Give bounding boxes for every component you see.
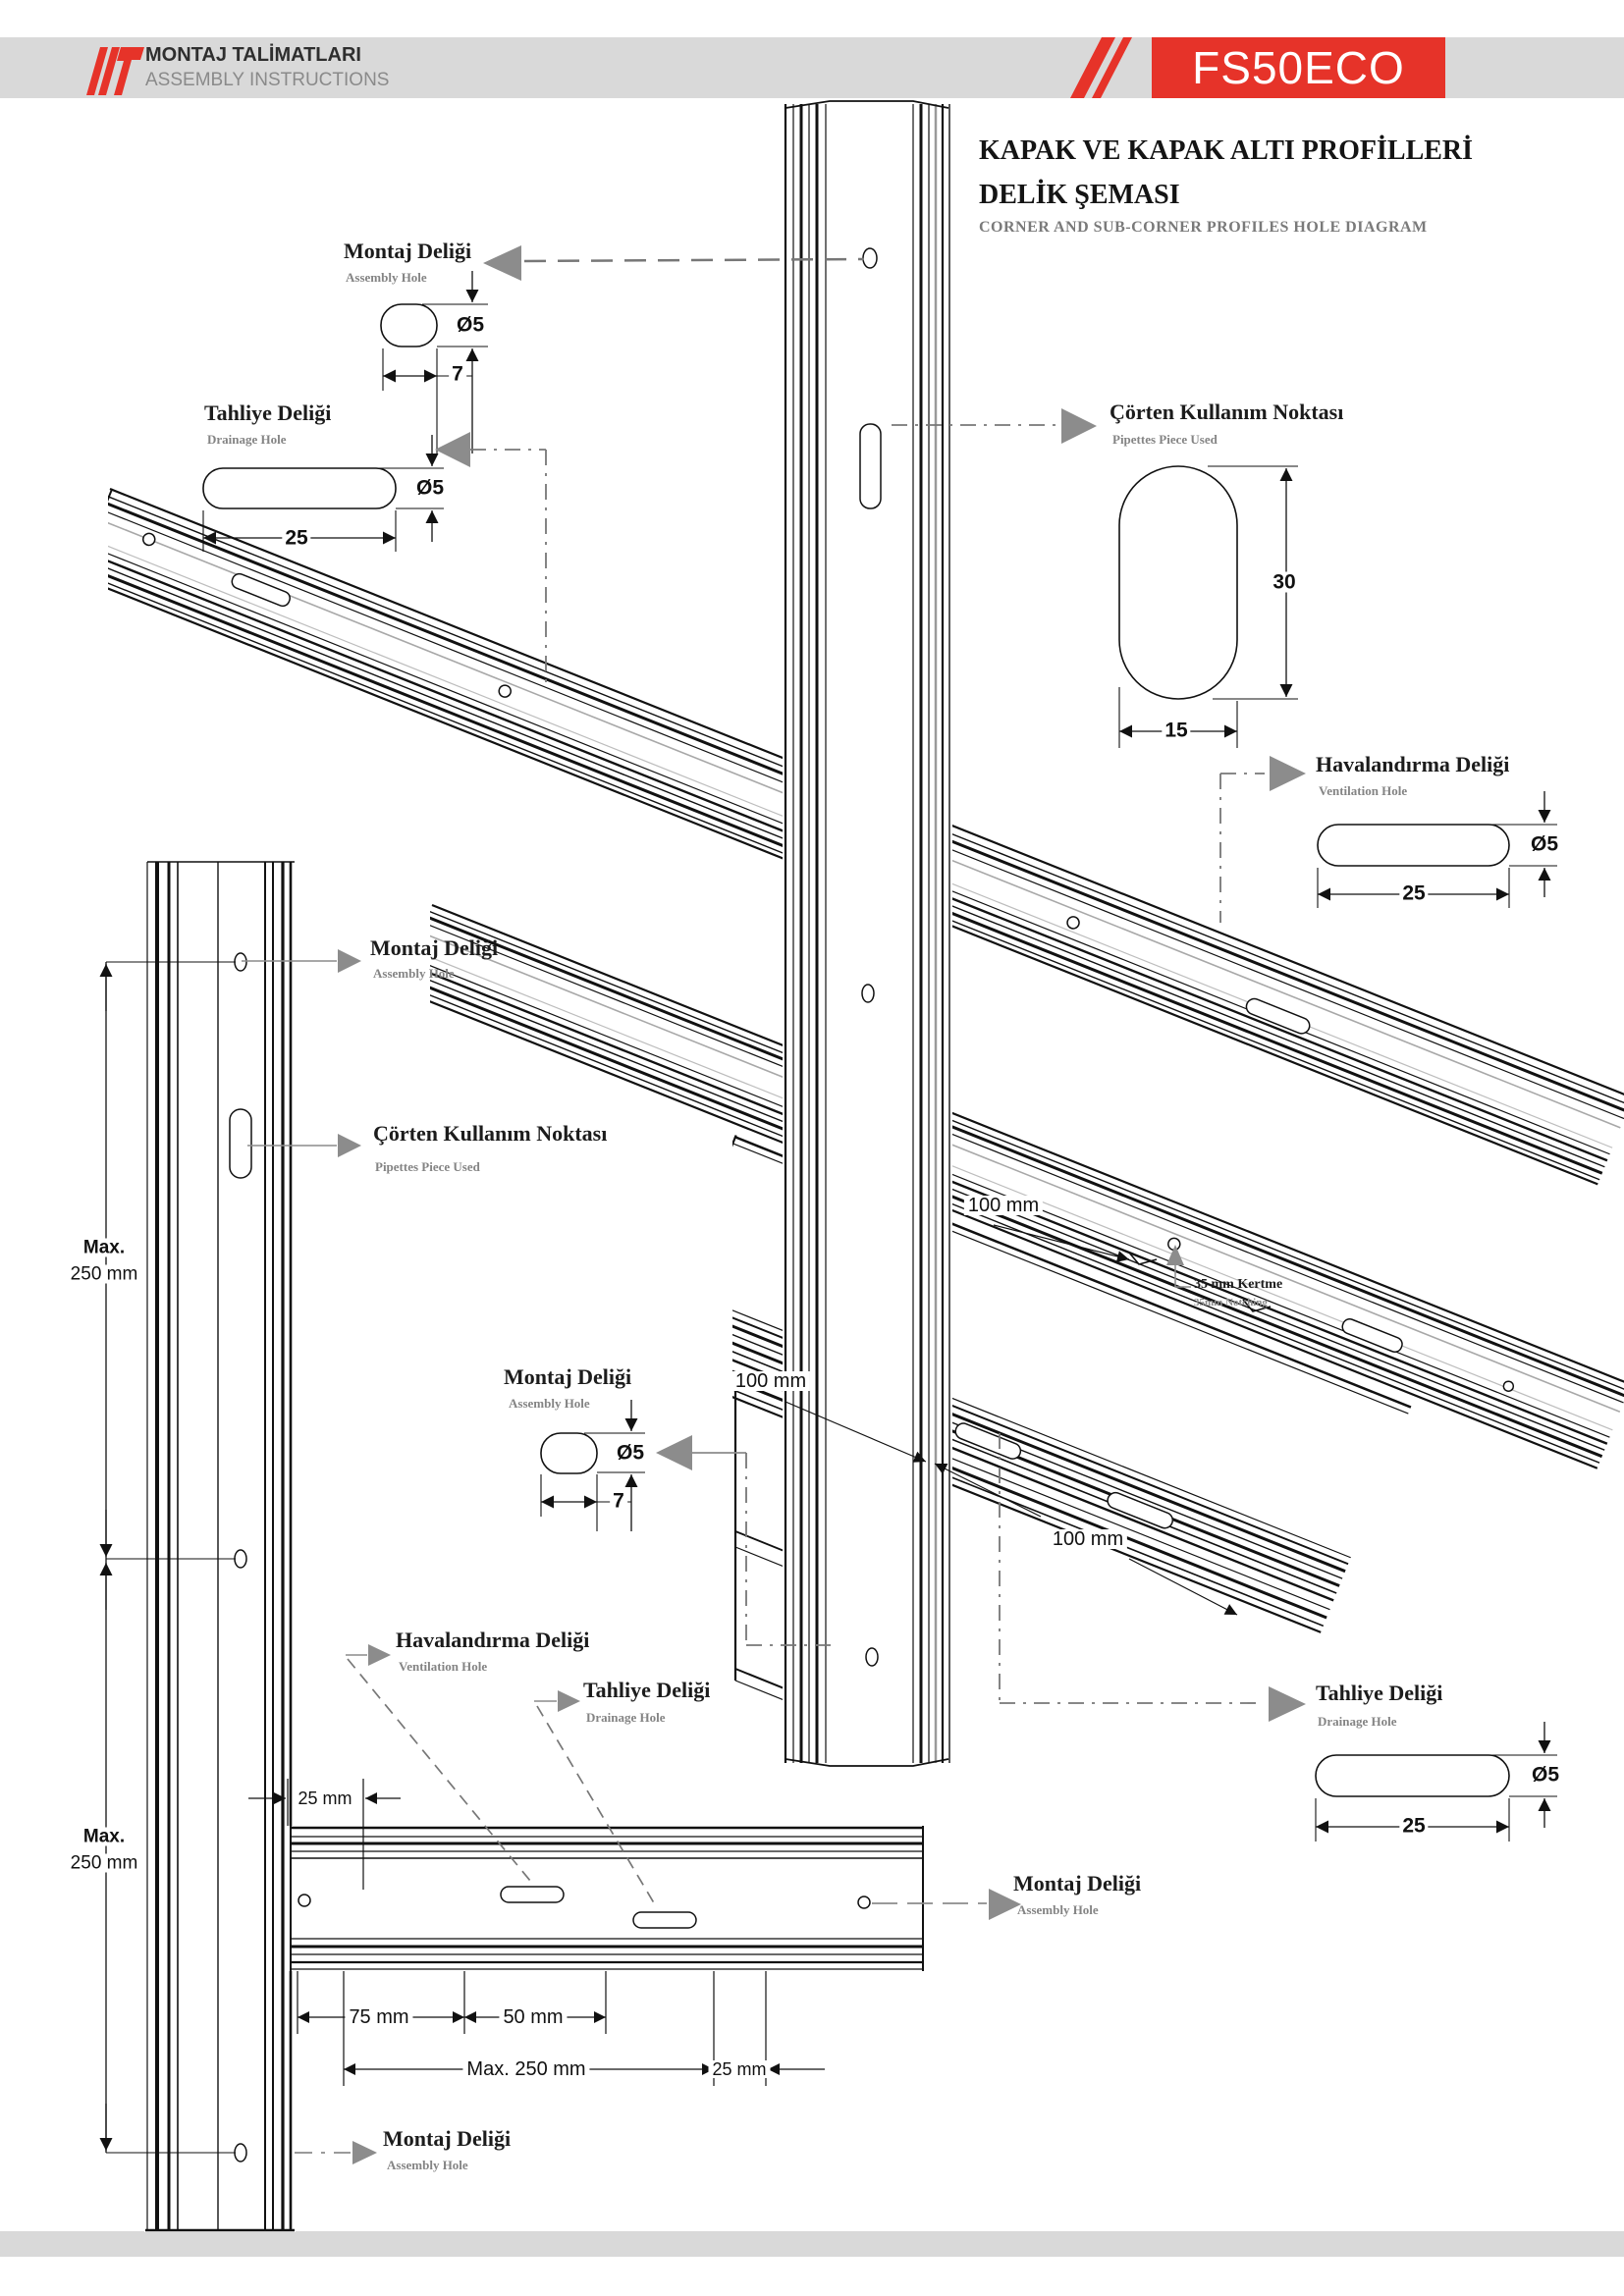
callout-arrow-icon <box>1270 756 1306 791</box>
dim-max-pitch-2-line1: Max. <box>82 1826 126 1847</box>
callout-corten-left-tr: Çörten Kullanım Noktası <box>373 1121 608 1146</box>
product-accent-stripes <box>1070 37 1132 98</box>
callout-corten-left-en: Pipettes Piece Used <box>375 1159 480 1174</box>
callout-havalandirma-bottom-en: Ventilation Hole <box>399 1659 488 1674</box>
callout-tahliye-bottom-left-tr: Tahliye Deliği <box>583 1678 711 1702</box>
callout-corten-right-en: Pipettes Piece Used <box>1112 432 1218 447</box>
callout-montaj-bottom-left-tr: Montaj Deliği <box>383 2126 512 2151</box>
callout-tahliye-top-left-tr: Tahliye Deliği <box>204 400 332 425</box>
callout-arrow-icon <box>558 1690 580 1712</box>
callout-arrow-icon <box>483 245 521 281</box>
dim-montaj-top-diameter: Ø5 <box>454 315 487 336</box>
dim-hava-length: 25 <box>1399 883 1428 904</box>
callout-arrow-icon <box>352 2141 377 2164</box>
dim-75mm: 75 mm <box>345 2007 412 2027</box>
callout-havalandirma-bottom-tr: Havalandırma Deliği <box>396 1628 590 1652</box>
callout-havalandirma-right-en: Ventilation Hole <box>1319 783 1408 798</box>
callout-tahliye-bottom-right-en: Drainage Hole <box>1318 1714 1397 1729</box>
dim-tahliye-br-length: 25 <box>1399 1816 1428 1837</box>
product-code-label: FS50ECO <box>1192 42 1405 93</box>
callout-montaj-top-en: Assembly Hole <box>346 270 427 285</box>
detail-havalandirma-right <box>1318 791 1557 908</box>
callout-kertme-en: 35mm Notching <box>1194 1297 1268 1308</box>
dim-corten-height: 30 <box>1270 572 1298 593</box>
callout-montaj-bottom-right-en: Assembly Hole <box>1017 1902 1099 1917</box>
callout-montaj-center-tr: Montaj Deliği <box>504 1364 632 1389</box>
detail-montaj-center <box>541 1400 645 1531</box>
callout-tahliye-top-left-en: Drainage Hole <box>207 432 287 447</box>
callout-corten-right-tr: Çörten Kullanım Noktası <box>1110 400 1344 424</box>
detail-tahliye-top-left <box>203 432 444 552</box>
callout-arrow-icon <box>368 1644 391 1666</box>
dim-montaj-center-width: 7 <box>610 1491 627 1512</box>
callout-montaj-top-tr: Montaj Deliği <box>344 239 472 263</box>
dim-tahliye-br-diameter: Ø5 <box>1529 1765 1562 1786</box>
callout-tahliye-bottom-right-tr: Tahliye Deliği <box>1316 1681 1443 1705</box>
dim-montaj-top-width: 7 <box>449 364 466 385</box>
callout-arrow-icon <box>1061 408 1097 444</box>
dim-100mm-bottom: 100 mm <box>1049 1529 1127 1549</box>
dim-hava-diameter: Ø5 <box>1528 834 1561 855</box>
detail-montaj-top <box>381 271 488 454</box>
dim-corten-width: 15 <box>1162 721 1190 741</box>
dim-max-pitch-1-line2: 250 mm <box>70 1263 138 1285</box>
page-title-line1: KAPAK VE KAPAK ALTI PROFİLLERİ <box>979 135 1474 166</box>
dim-100mm-top: 100 mm <box>964 1196 1043 1215</box>
callout-arrow-icon <box>1269 1686 1306 1722</box>
callout-havalandirma-right-tr: Havalandırma Deliği <box>1316 752 1510 776</box>
callout-tahliye-bottom-left-en: Drainage Hole <box>586 1710 666 1725</box>
callout-arrow-icon <box>338 949 361 973</box>
dim-50mm: 50 mm <box>499 2007 567 2027</box>
profile-horizontal-bottom <box>289 1826 925 1971</box>
detail-corten-right <box>1119 466 1298 748</box>
callout-montaj-left-en: Assembly Hole <box>373 966 455 981</box>
callout-montaj-bottom-right-tr: Montaj Deliği <box>1013 1871 1142 1896</box>
detail-tahliye-bottom-right <box>1316 1722 1557 1842</box>
dim-max-250mm: Max. 250 mm <box>462 2059 589 2079</box>
dim-tahliye-tl-length: 25 <box>282 528 310 549</box>
dim-montaj-center-diameter: Ø5 <box>614 1443 647 1464</box>
callout-montaj-bottom-left-en: Assembly Hole <box>387 2158 468 2172</box>
callout-arrow-icon <box>656 1435 692 1470</box>
dim-tahliye-tl-diameter: Ø5 <box>413 478 447 499</box>
dim-max-pitch-2-line2: 250 mm <box>70 1852 138 1874</box>
callout-montaj-left-tr: Montaj Deliği <box>370 935 499 960</box>
dim-edge-25mm-right: 25 mm <box>708 2060 770 2078</box>
callout-arrow-icon <box>338 1134 361 1157</box>
callout-arrow-icon <box>435 432 470 467</box>
brand-logo-icon <box>86 47 144 95</box>
profile-vertical-center <box>783 98 952 1767</box>
page-title-english: CORNER AND SUB-CORNER PROFILES HOLE DIAGRAM <box>979 219 1428 236</box>
dim-edge-25mm: 25 mm <box>294 1789 355 1807</box>
dim-max-pitch-1-line1: Max. <box>82 1237 126 1258</box>
brand-title: MONTAJ TALİMATLARI <box>145 44 361 66</box>
profile-vertical-left <box>144 860 296 2232</box>
page-title-line2: DELİK ŞEMASI <box>979 180 1180 210</box>
dim-100mm-mid: 100 mm <box>731 1371 810 1391</box>
brand-subtitle: ASSEMBLY INSTRUCTIONS <box>145 70 390 90</box>
callout-montaj-center-en: Assembly Hole <box>509 1396 590 1411</box>
callout-kertme-tr: 35 mm Kertme <box>1194 1277 1283 1292</box>
